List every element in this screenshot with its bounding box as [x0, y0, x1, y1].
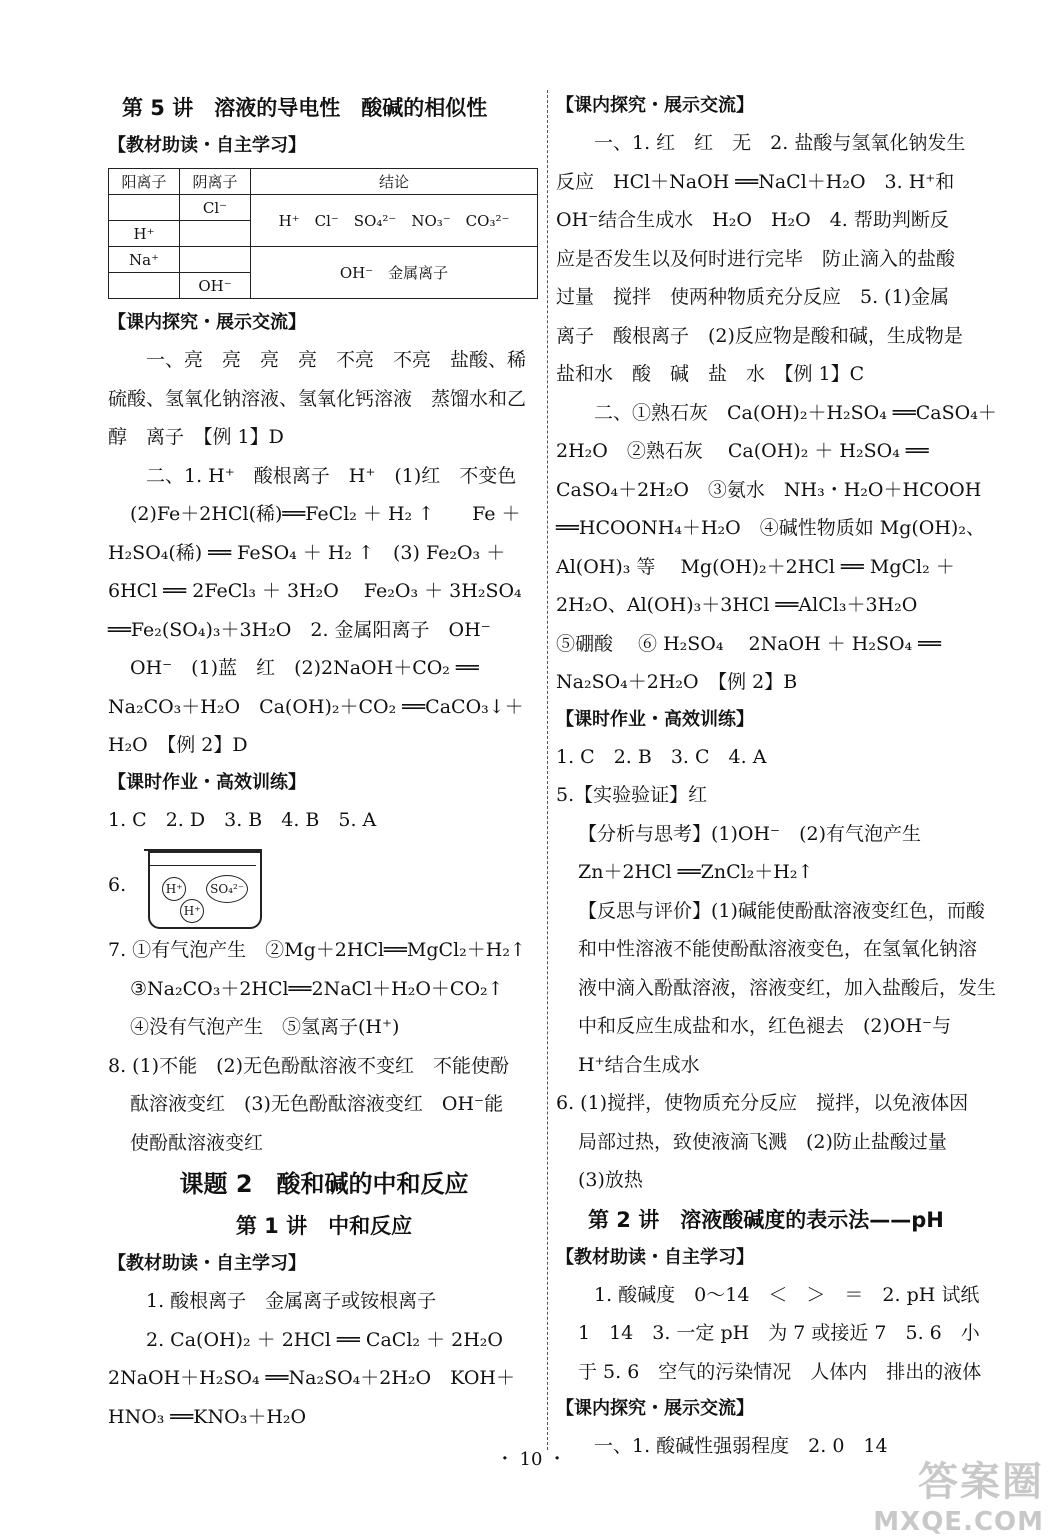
text-line: Na₂CO₃＋H₂O Ca(OH)₂＋CO₂ ══CaCO₃↓＋ [108, 695, 524, 718]
table-cell [180, 221, 251, 247]
hydrogen-ion-circle: H⁺ [180, 899, 204, 923]
text-line: ⑤硼酸 ⑥ H₂SO₄ 2NaOH ＋ H₂SO₄ ══ [556, 632, 942, 655]
text-line: 反应 HCl＋NaOH ══NaCl＋H₂O 3. H⁺和 [556, 170, 955, 193]
page-number: ・ 10 ・ [495, 1449, 567, 1470]
text-line: 使酚酞溶液变红 [130, 1131, 264, 1154]
watermark [844, 1450, 1044, 1537]
text-line: 过量 搅拌 使两种物质充分反应 5. (1)金属 [556, 286, 950, 308]
text-line: ══Fe₂(SO₄)₃＋3H₂O 2. 金属阳离子 OH⁻ [108, 618, 491, 641]
watermark-site: MXQE.COM [873, 1507, 1044, 1537]
section-reading2: 【教材助读・自主学习】 [108, 1253, 306, 1274]
text-line: 一、1. 红 红 无 2. 盐酸与氢氧化钠发生 [594, 132, 966, 154]
lecture2-title: 第 2 讲 溶液酸碱度的表示法——pH [588, 1207, 944, 1232]
sulfate-ion-circle: SO₄²⁻ [206, 875, 248, 903]
section-homework: 【课时作业・高效训练】 [108, 771, 306, 793]
table-cell: Na⁺ [109, 247, 180, 273]
text-line: (2)Fe＋2HCl(稀)══FeCl₂ ＋ H₂ ↑ Fe ＋ [130, 503, 521, 525]
text-line: ④没有气泡产生 ⑤氢离子(H⁺) [130, 1016, 400, 1038]
section-explore2: 【课内探究・展示交流】 [556, 1398, 754, 1419]
table-cell: OH⁻ [180, 273, 251, 299]
text-line: 一、亮 亮 亮 亮 不亮 不亮 盐酸、稀 [146, 349, 527, 371]
text-line: ══HCOONH₄＋H₂O ④碱性物质如 Mg(OH)₂、 [556, 517, 985, 539]
section-homework: 【课时作业・高效训练】 [556, 708, 754, 730]
text-line: 二、1. H⁺ 酸根离子 H⁺ (1)红 不变色 [146, 464, 517, 487]
text-line: 于 5. 6 空气的污染情况 人体内 排出的液体 [578, 1360, 982, 1383]
column-divider [547, 90, 548, 1450]
table-cell [109, 195, 180, 221]
text-line: 醇 离子 【例 1】D [108, 426, 284, 448]
section-explore: 【课内探究・展示交流】 [108, 312, 306, 333]
text-line: HNO₃ ══KNO₃＋H₂O [108, 1405, 307, 1428]
text-line: OH⁻ (1)蓝 红 (2)2NaOH＋CO₂ ══ [130, 657, 479, 679]
text-line: Al(OH)₃ 等 Mg(OH)₂＋2HCl ══ MgCl₂ ＋ [556, 555, 955, 578]
text-line: 硫酸、氢氧化钠溶液、氢氧化钙溶液 蒸馏水和乙 [108, 387, 527, 410]
text-line: 应是否发生以及何时进行完毕 防止滴入的盐酸 [556, 247, 956, 270]
text-line: H₂O 【例 2】D [108, 734, 248, 756]
text-line: OH⁻结合生成水 H₂O H₂O 4. 帮助判断反 [556, 209, 949, 231]
hydrogen-ion-circle: H⁺ [162, 877, 186, 901]
question6-label: 6. [108, 873, 127, 896]
text-line: 6. (1)搅拌，使物质充分反应 搅拌，以免液体因 [556, 1092, 969, 1114]
text-line: 盐和水 酸 碱 盐 水 【例 1】C [556, 363, 865, 385]
table-cell [180, 247, 251, 273]
text-line: 中和反应生成盐和水，红色褪去 (2)OH⁻与 [578, 1015, 952, 1037]
text-line: 8. (1)不能 (2)无色酚酞溶液不变红 不能使酚 [108, 1054, 509, 1077]
text-line: 酞溶液变红 (3)无色酚酞溶液变红 OH⁻能 [130, 1093, 504, 1115]
beaker-diagram [148, 845, 258, 927]
text-line: H₂SO₄(稀) ══ FeSO₄ ＋ H₂ ↑ (3) Fe₂O₃ ＋ [108, 541, 506, 564]
table-conclusion-base: OH⁻ 金属离子 [251, 247, 538, 299]
text-line: 【分析与思考】(1)OH⁻ (2)有气泡产生 [578, 822, 922, 845]
text-line: 液中滴入酚酞溶液，溶液变红，加入盐酸后，发生 [578, 976, 997, 999]
solution-surface [150, 865, 256, 866]
section-reading: 【教材助读・自主学习】 [108, 135, 306, 156]
question6-row [108, 839, 540, 931]
text-line: 局部过热，致使液滴飞溅 (2)防止盐酸过量 [578, 1130, 947, 1153]
table-header-cation: 阳离子 [109, 169, 180, 195]
text-line: (3)放热 [578, 1169, 643, 1191]
left-column [108, 88, 540, 1436]
text-line: 7. ①有气泡产生 ②Mg＋2HCl══MgCl₂＋H₂↑ [108, 939, 526, 961]
text-line: Na₂SO₄＋2H₂O 【例 2】B [556, 671, 798, 693]
text-line: 一、1. 酸碱性强弱程度 2. 0 14 [594, 1435, 888, 1457]
text-line: Zn＋2HCl ══ZnCl₂＋H₂↑ [578, 861, 814, 883]
watermark-logo: 答案圈 [918, 1459, 1044, 1505]
text-line: 2H₂O ②熟石灰 Ca(OH)₂ ＋ H₂SO₄ ══ [556, 440, 929, 462]
table-cell: H⁺ [109, 221, 180, 247]
text-line: 离子 酸根离子 (2)反应物是酸和碱，生成物是 [556, 324, 963, 347]
text-line: 2H₂O、Al(OH)₃＋3HCl ══AlCl₃＋3H₂O [556, 594, 918, 616]
text-line: 1. C 2. D 3. B 4. B 5. A [108, 808, 377, 831]
topic2-title: 课题 2 酸和碱的中和反应 [179, 1170, 469, 1198]
text-line: 5.【实验验证】红 [556, 784, 708, 806]
text-line: 和中性溶液不能使酚酞溶液变色，在氢氧化钠溶 [578, 938, 978, 960]
table-conclusion-acid: H⁺ Cl⁻ SO₄²⁻ NO₃⁻ CO₃²⁻ [251, 195, 538, 247]
text-line: CaSO₄＋2H₂O ③氨水 NH₃・H₂O＋HCOOH [556, 478, 982, 501]
text-line: 1. C 2. B 3. C 4. A [556, 745, 767, 768]
table-cell [109, 273, 180, 299]
text-line: ③Na₂CO₃＋2HCl══2NaCl＋H₂O＋CO₂↑ [130, 977, 504, 1000]
section-explore: 【课内探究・展示交流】 [556, 95, 754, 116]
table-cell: Cl⁻ [180, 195, 251, 221]
table-header-anion: 阴离子 [180, 169, 251, 195]
text-line: 6HCl ══ 2FeCl₃ ＋ 3H₂O Fe₂O₃ ＋ 3H₂SO₄ [108, 580, 522, 602]
text-line: 2. Ca(OH)₂ ＋ 2HCl ══ CaCl₂ ＋ 2H₂O [146, 1328, 503, 1351]
text-line: H⁺结合生成水 [578, 1053, 700, 1076]
right-column [556, 88, 997, 1466]
text-line: 二、①熟石灰 Ca(OH)₂＋H₂SO₄ ══CaSO₄＋ [594, 401, 997, 424]
lecture1-title: 第 1 讲 中和反应 [235, 1214, 413, 1238]
table-header-conclusion: 结论 [251, 169, 538, 195]
lecture5-title: 第 5 讲 溶液的导电性 酸碱的相似性 [122, 96, 488, 120]
text-line: 1. 酸根离子 金属离子或铵根离子 [146, 1290, 437, 1312]
ion-table [108, 168, 538, 299]
text-line: 【反思与评价】(1)碱能使酚酞溶液变红色，而酸 [578, 899, 985, 922]
section-reading: 【教材助读・自主学习】 [556, 1246, 754, 1268]
text-line: 1 14 3. 一定 pH 为 7 或接近 7 5. 6 小 [578, 1322, 980, 1344]
text-line: 2NaOH＋H₂SO₄ ══Na₂SO₄＋2H₂O KOH＋ [108, 1367, 515, 1389]
text-line: 1. 酸碱度 0～14 ＜ ＞ ＝ 2. pH 试纸 [594, 1283, 980, 1306]
